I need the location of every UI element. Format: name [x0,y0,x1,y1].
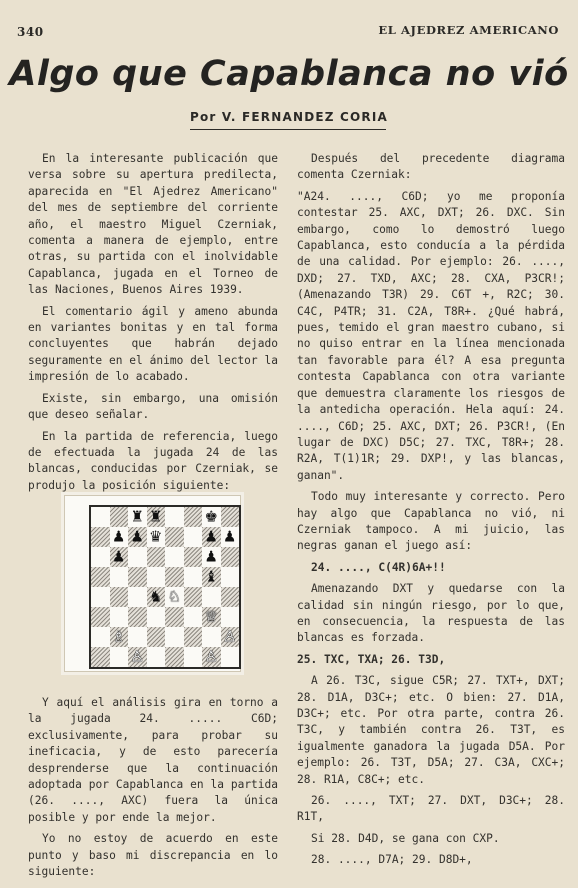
article-title: Algo que Capablanca no vió [9,54,569,94]
board-square [202,567,221,587]
czerniak-quote: "A24. ...., C6D; yo me proponía contestar 25. AXC, DXT; 26. DXC. Sin embargo, como lo demostró luego Capablanca, esto conducía a la pérdida de una calidad. Por ejemplo: 26. ...., DXD; 27. TXD, AXC; 28. CXA, P3CR!; (Amenazando T3R) 29. C6T +, R2C; 30. C4C, P4TR; 31. C2A, T8R+. ¿Qué habrá, pues, temido el gran maestro cubano, si no quiso entrar en la línea mencionada tan favorable para él? A esa pregunta contesta Capablanca con otra variante que demuestra claramente los riesgos de la antedicha operación. Hela aquí: 24. ...., C6D; 25. AXC, DXT; 26. P3CR!, (En lugar de DXC) D5C; 27. TXC, T8R+; 28. R2A, T(1)1R; 29. DXP!, y las blancas, ganan". [297,189,565,482]
board-square [202,527,221,547]
black-bishop-icon: ♝ [204,567,218,586]
board-square [147,507,166,527]
board-square [128,547,147,567]
board-square [184,647,203,667]
white-knight-icon: ♘ [167,587,181,606]
paragraph-continuation: 26. ...., TXT; 27. DXT, D3C+; 28. R1T, [297,794,565,824]
board-square [202,627,221,647]
paragraph-position: En la partida de referencia, luego de efectuada la jugada 24 de las blancas, conducidas por Czerniak, se produjo la posición siguiente: [28,429,278,492]
board-square [91,567,110,587]
board-square [147,627,166,647]
board-square [165,567,184,587]
paragraph-disagreement: Yo no estoy de acuerdo en este punto y baso mi discrepancia en lo siguiente: [28,832,278,879]
chess-board [89,505,241,669]
black-pawn-icon: ♟ [112,527,126,546]
byline-rule [190,129,386,130]
board-square [147,647,166,667]
board-square [91,647,110,667]
board-square [110,547,129,567]
black-pawn-icon: ♟ [223,527,237,546]
black-queen-icon: ♛ [149,527,163,546]
left-column-bottom [28,695,278,885]
board-square [110,647,129,667]
key-move: 24. ...., C(4R)6A+!! [311,560,446,574]
board-square [202,587,221,607]
black-rook-icon: ♜ [130,507,144,526]
black-knight-icon: ♞ [149,587,163,606]
board-square [165,607,184,627]
paragraph-final-moves: 28. ...., D7A; 29. D8D+, [311,853,473,867]
black-king-icon: ♚ [204,507,218,526]
board-square [128,527,147,547]
board-square [202,647,221,667]
chess-diagram [64,495,241,672]
board-square [165,547,184,567]
paragraph-alternative: Si 28. D4D, se gana con CXP. [311,831,500,845]
black-pawn-icon: ♟ [204,547,218,566]
board-square [128,647,147,667]
board-square [110,607,129,627]
black-pawn-icon: ♟ [204,527,218,546]
board-square [184,627,203,647]
board-square [165,627,184,647]
board-square [147,587,166,607]
magazine-title: EL AJEDREZ AMERICANO [378,23,559,37]
board-square [184,547,203,567]
white-pawn-icon: ♙ [130,647,144,666]
board-square [91,627,110,647]
board-square [147,527,166,547]
board-square [91,507,110,527]
paragraph-comment: El comentario ágil y ameno abunda en variantes bonitas y en tal forma concluyentes que habrán dejado seguramente en el ánimo del lector la impresión de lo acabado. [28,304,278,384]
board-square [221,607,240,627]
paragraph-critique: Todo muy interesante y correcto. Pero hay algo que Capablanca no vió, ni Czerniak tampoco. A mi juicio, las negras ganan el juego así: [297,490,565,553]
board-square [128,627,147,647]
board-square [91,607,110,627]
byline: Por V. FERNANDEZ CORIA [189,110,389,124]
board-square [184,607,203,627]
board-square [91,547,110,567]
board-square [110,587,129,607]
board-square [110,567,129,587]
paragraph-omission: Existe, sin embargo, una omisión que deseo señalar. [28,391,278,422]
left-column [28,151,278,499]
paragraph-variants: A 26. T3C, sigue C5R; 27. TXT+, DXT; 28. D1A, D3C+; etc. O bien: 27. D1A, D3C+; etc. Por otra parte, contra 26. T3C, y también contra 26. T3T, es igualmente ganadora la jugada D5A. Por ejemplo: 26. T3T, D5A; 27. C3A, CXC+; 28. R1A, C8C+; etc. [297,674,565,786]
white-queen-icon: ♕ [204,607,218,626]
board-square [165,527,184,547]
board-square [128,507,147,527]
board-square [165,507,184,527]
board-square [147,547,166,567]
board-square [221,627,240,647]
board-square [221,587,240,607]
board-square [184,587,203,607]
board-square [202,607,221,627]
right-column [297,151,565,874]
board-square [128,587,147,607]
move-sequence: 25. TXC, TXA; 26. T3D, [297,652,446,666]
paragraph-analysis: Y aquí el análisis gira en torno a la jugada 24. ..... C6D; exclusivamente, para probar su ineficacia, y de esto parecería desprenderse que la continuación adoptada por Capablanca en la partida (26. ...., AXC) fuera la única posible y por ende la mejor. [28,696,278,824]
board-square [110,507,129,527]
board-square [221,567,240,587]
board-square [91,527,110,547]
white-bishop-icon: ♗ [112,627,126,646]
board-square [202,547,221,567]
board-square [184,527,203,547]
paragraph-intro: En la interesante publicación que versa sobre su apertura predilecta, aparecida en "El Ajedrez Americano" del mes de septiembre del corriente año, el maestro Miguel Czerniak, comenta a manera de ejemplo, entre otras, su partida con el inolvidable Capablanca, jugada en el Torneo de las Naciones, Buenos Aires 1939. [28,152,278,297]
white-pawn-icon: ♙ [204,647,218,666]
board-square [221,507,240,527]
board-square [184,567,203,587]
board-square [147,567,166,587]
board-square [110,527,129,547]
black-pawn-icon: ♟ [130,527,144,546]
board-square [110,627,129,647]
board-square [128,567,147,587]
paragraph-after-diagram: Después del precedente diagrama comenta Czerniak: [297,152,565,182]
black-pawn-icon: ♟ [112,547,126,566]
board-square [147,607,166,627]
board-square [184,507,203,527]
board-square [165,587,184,607]
board-square [221,547,240,567]
paragraph-threat: Amenazando DXT y quedarse con la calidad sin ningún riesgo, por lo que, en consecuencia, la respuesta de las blancas es forzada. [297,582,565,645]
board-square [202,507,221,527]
black-rook-icon: ♜ [149,507,163,526]
page-number: 340 [17,25,44,39]
board-square [221,527,240,547]
board-square [221,647,240,667]
board-square [165,647,184,667]
board-square [128,607,147,627]
white-pawn-icon: ♙ [223,627,237,646]
board-square [91,587,110,607]
